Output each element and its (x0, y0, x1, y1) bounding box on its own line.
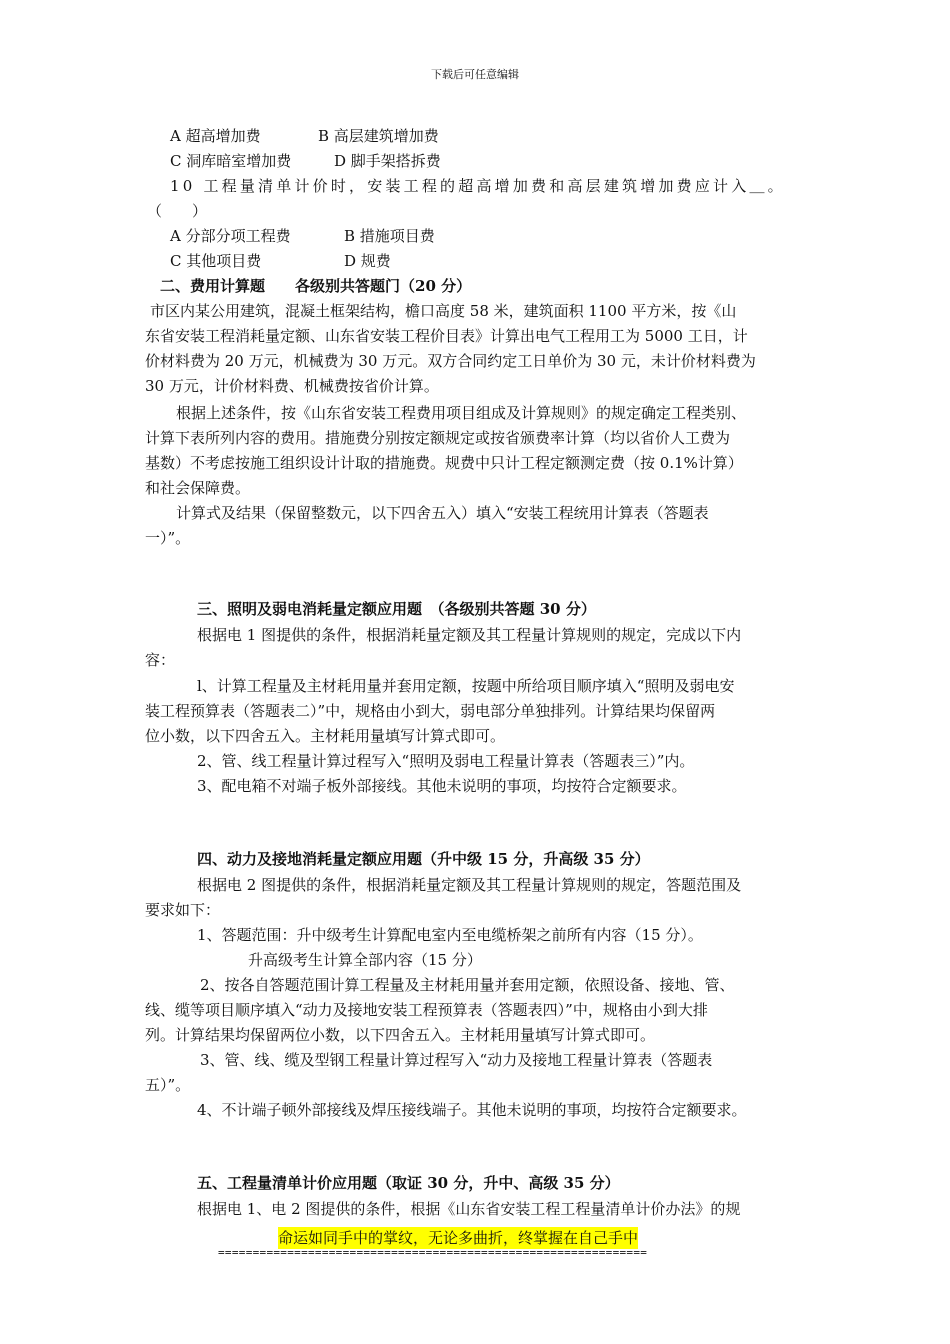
section3-title: 三、照明及弱电消耗量定额应用题 （各级别共答题 30 分） (197, 600, 596, 618)
section3-item3: 3、配电箱不对端子板外部接线。其他未说明的事项，均按符合定额要求。 (197, 777, 687, 795)
section2-paragraph-line: 基数）不考虑按施工组织设计计取的措施费。规费中只计工程定额测定费（按 0.1%计算） (145, 454, 743, 472)
section5-title: 五、工程量清单计价应用题（取证 30 分，升中、高级 35 分） (197, 1174, 620, 1192)
q9-option-d: D 脚手架搭拆费 (334, 152, 441, 170)
q10-option-d: D 规费 (344, 252, 391, 270)
section2-title: 二、费用计算题 各级别共答题门（20 分） (160, 277, 472, 295)
section4-item4: 4、不计端子顿外部接线及焊压接线端子。其他未说明的事项，均按符合定额要求。 (197, 1101, 747, 1119)
section4-item3-line: 3、管、线、缆及型钢工程量计算过程写入“动力及接地工程量计算表（答题表 (200, 1051, 713, 1069)
section4-item2-line: 线、缆等项目顺序填入“动力及接地安装工程预算表（答题表四）”中，规格由小到大排 (145, 1001, 708, 1019)
download-note: 下载后可任意编辑 (431, 68, 519, 81)
section4-item3-line: 五）”。 (145, 1076, 191, 1094)
section3-item2: 2、管、线工程量计算过程写入“照明及弱电工程量计算表（答题表三）”内。 (197, 752, 695, 770)
section2-paragraph-line: 计算下表所列内容的费用。措施费分别按定额规定或按省颁费率计算（均以省价人工费为 (145, 429, 731, 447)
section3-item1-line: l、计算工程量及主材耗用量并套用定额，按题中所给项目顺序填入“照明及弱电安 (197, 677, 735, 695)
q10-answer-blank: （ ） (147, 202, 208, 220)
section2-paragraph-line: 根据上述条件，按《山东省安装工程费用项目组成及计算规则》的规定确定工程类别、 (176, 404, 747, 422)
section4-title: 四、动力及接地消耗量定额应用题（升中级 15 分，升高级 35 分） (197, 850, 650, 868)
q10-option-a: A 分部分项工程费 (170, 227, 291, 245)
q10-option-c: C 其他项目费 (170, 252, 262, 270)
footer-motto: 命运如同手中的掌纹，无论多曲折，终掌握在自己手中 (278, 1229, 639, 1247)
q9-option-b: B 高层建筑增加费 (318, 127, 439, 145)
q10-option-b: B 措施项目费 (344, 227, 435, 245)
section3-intro-line: 容： (145, 651, 176, 669)
section4-item1: 1、答题范围：升中级考生计算配电室内至电缆桥架之前所有内容（15 分）。 (197, 926, 703, 944)
section4-item2-line: 列。计算结果均保留两位小数，以下四舍五入。主材耗用量填写计算式即可。 (145, 1026, 656, 1044)
section2-paragraph-line: 价材料费为 20 万元，机械费为 30 万元。双方合同约定工日单价为 30 元，未计价材料费为 (145, 352, 756, 370)
footer-divider: ============================================================== (218, 1246, 648, 1259)
section3-item1-line: 装工程预算表（答题表二）”中，规格由小到大，弱电部分单独排列。计算结果均保留两 (145, 702, 716, 720)
section2-paragraph-line: 30 万元，计价材料费、机械费按省价计算。 (145, 377, 439, 395)
section4-intro-line: 根据电 2 图提供的条件，根据消耗量定额及其工程量计算规则的规定，答题范围及 (197, 876, 742, 894)
section5-paragraph-line: 根据电 1、电 2 图提供的条件，根据《山东省安装工程工程量清单计价办法》的规 (197, 1200, 741, 1218)
q10-stem: 10 工程量清单计价时，安装工程的超高增加费和高层建筑增加费应计入＿。 (170, 177, 786, 195)
section2-paragraph-line: 东省安装工程消耗量定额、山东省安装工程价目表》计算出电气工程用工为 5000 工日，计 (145, 327, 748, 345)
section2-paragraph-line: 一）”。 (145, 529, 191, 547)
section4-item2-line: 2、按各自答题范围计算工程量及主材耗用量并套用定额，依照设备、接地、管、 (200, 976, 735, 994)
section3-item1-line: 位小数，以下四舍五入。主材耗用量填写计算式即可。 (145, 727, 506, 745)
section2-paragraph-line: 计算式及结果（保留整数元，以下四舍五入）填入“安装工程统用计算表（答题表 (176, 504, 709, 522)
section4-intro-line: 要求如下： (145, 901, 221, 919)
q9-option-c: C 洞库暗室增加费 (170, 152, 292, 170)
section4-item1-continued: 升高级考生计算全部内容（15 分） (248, 951, 482, 969)
section3-intro-line: 根据电 1 图提供的条件，根据消耗量定额及其工程量计算规则的规定，完成以下内 (197, 626, 742, 644)
q9-option-a: A 超高增加费 (170, 127, 261, 145)
section2-paragraph-line: 市区内某公用建筑，混凝土框架结构，檐口高度 58 米，建筑面积 1100 平方米，按《山 (150, 302, 737, 320)
section2-paragraph-line: 和社会保障费。 (145, 479, 251, 497)
